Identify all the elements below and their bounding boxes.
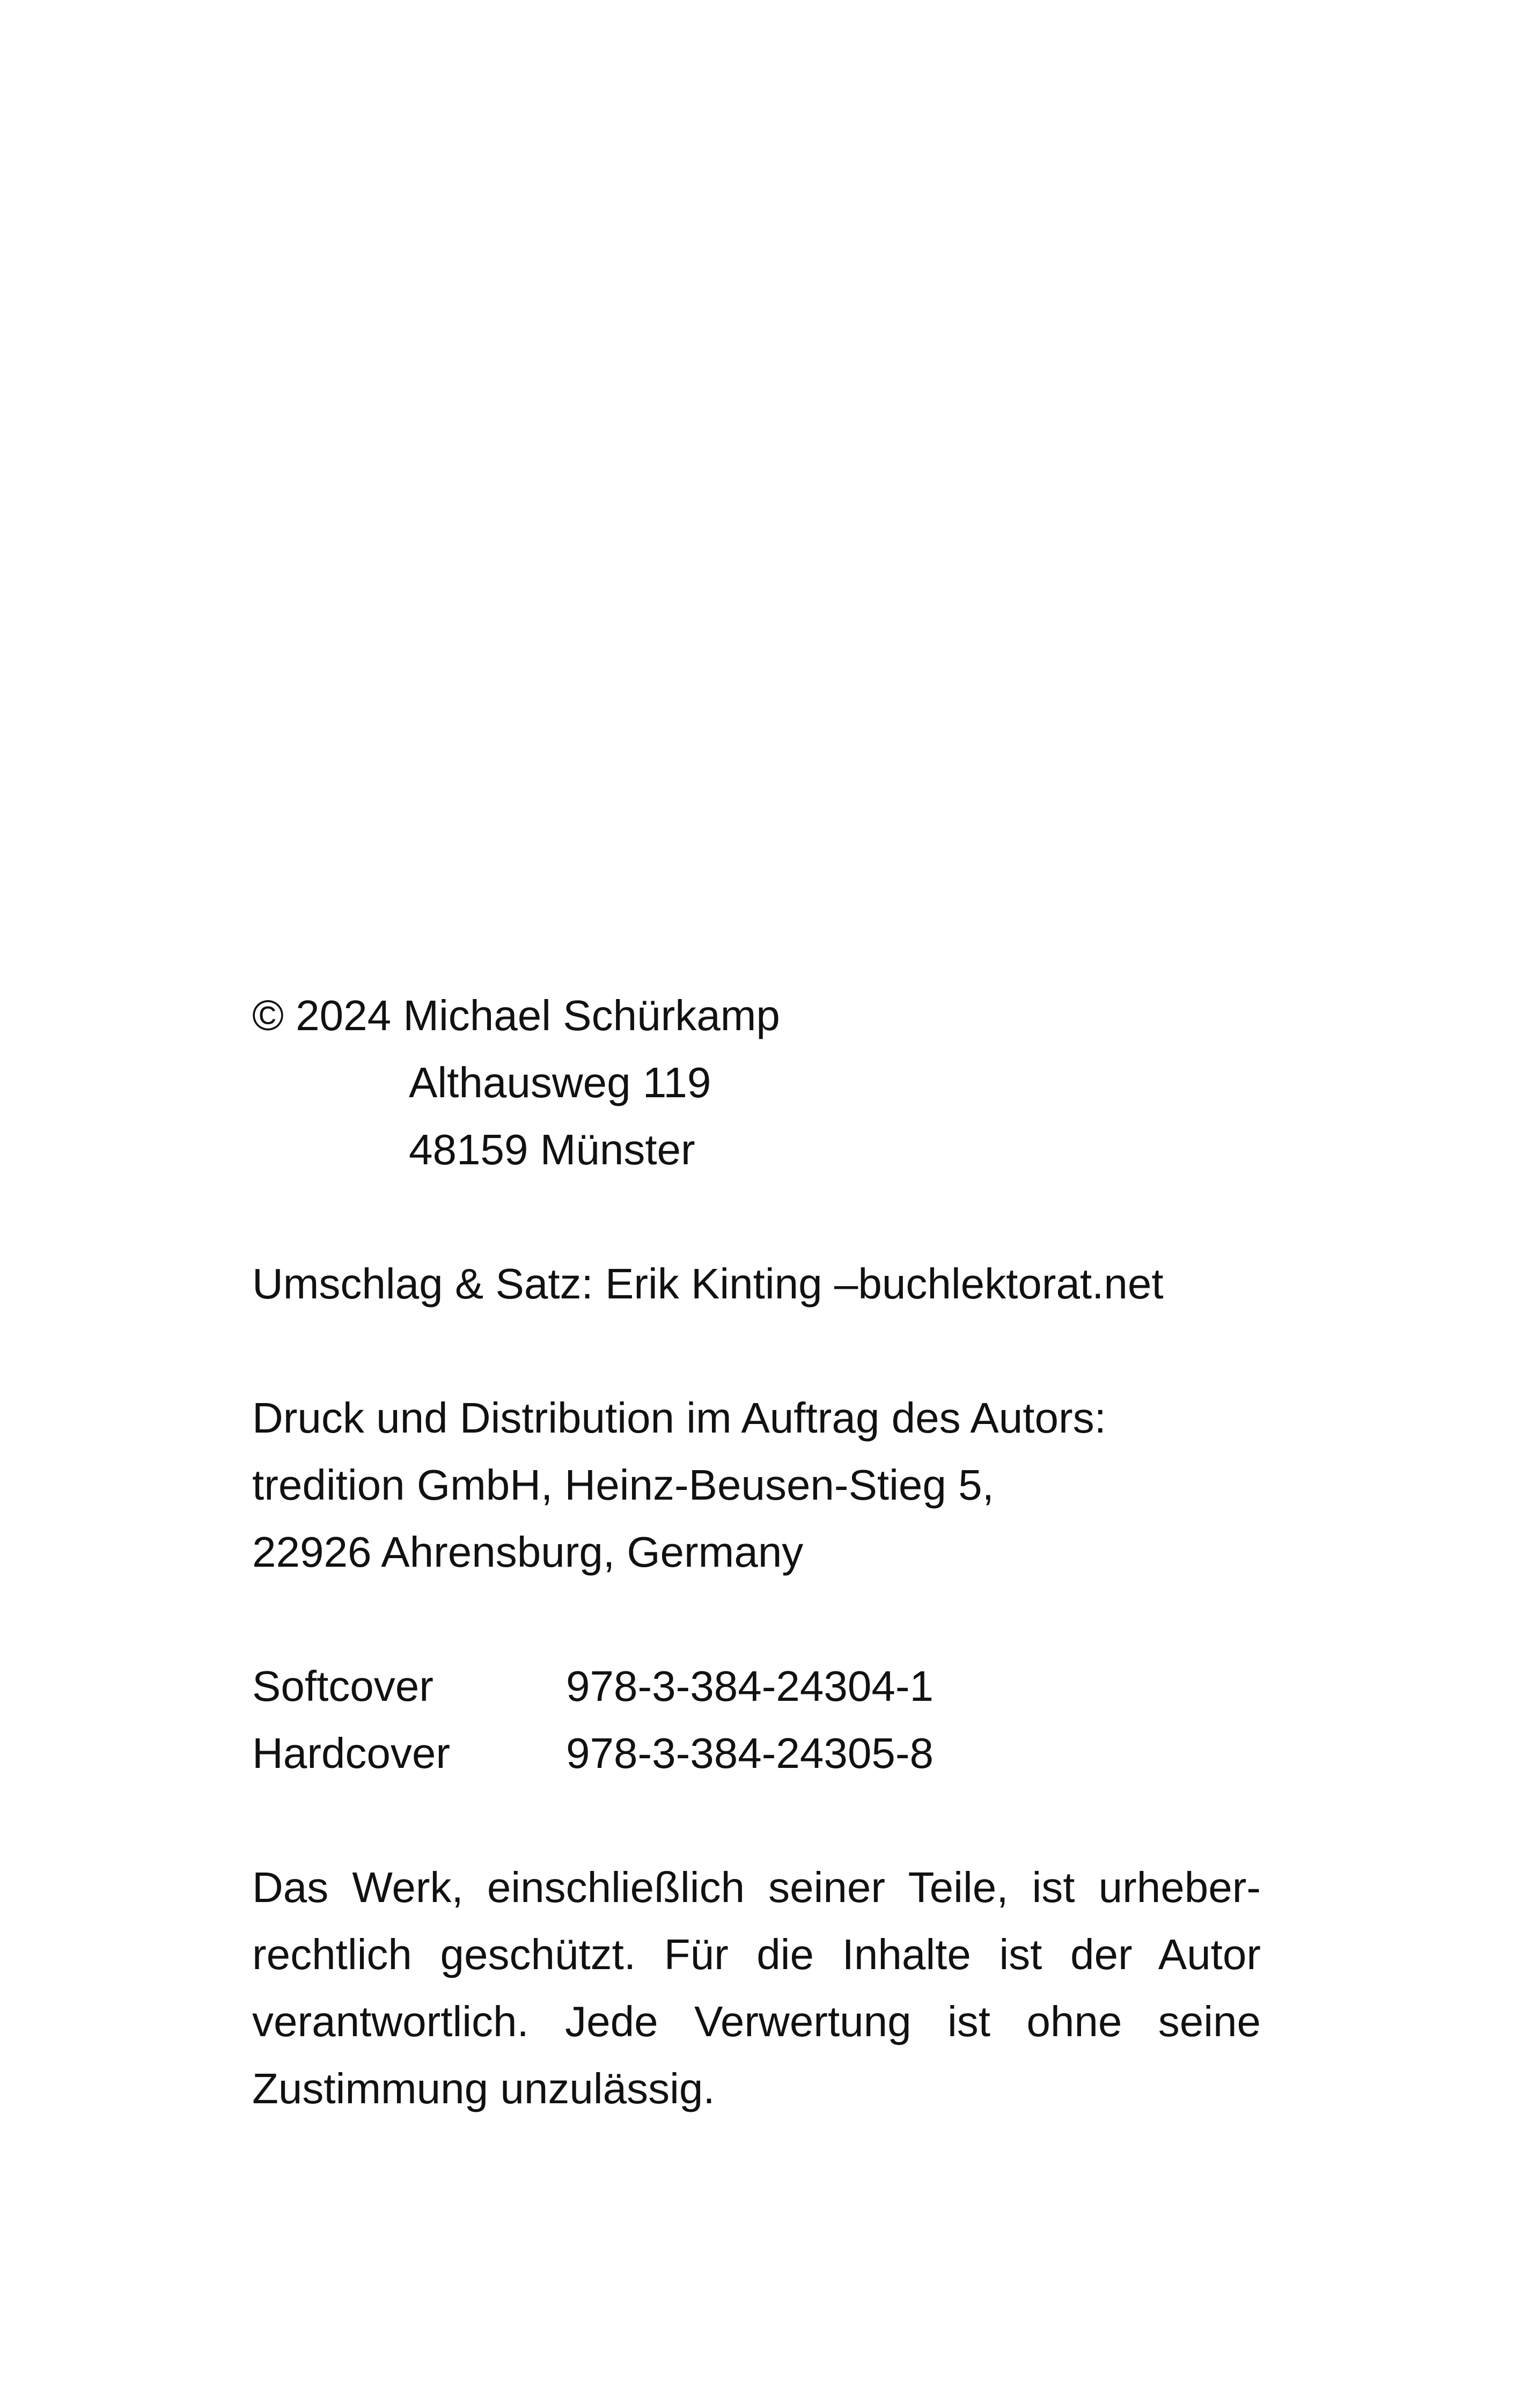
isbn-row-hardcover (252, 1720, 1261, 1787)
printer-line-1: Druck und Distribution im Auftrag des Autors: (252, 1394, 1106, 1442)
isbn-label: Softcover (252, 1662, 433, 1710)
isbn-value: 978-3-384-24304-1 (566, 1662, 934, 1710)
isbn-row-softcover (252, 1653, 1261, 1720)
isbn-label: Hardcover (252, 1729, 451, 1777)
imprint-block (252, 982, 1261, 2122)
spacer (252, 1585, 1261, 1653)
copyright-line: © 2024 Michael Schürkamp (252, 992, 780, 1039)
printer-line-2: tredition GmbH, Heinz-Beusen-Stieg 5, (252, 1461, 994, 1509)
address-city: 48159 Münster (409, 1126, 695, 1173)
cover-credit: Umschlag & Satz: Erik Kinting –buchlektorat.net (252, 1260, 1164, 1308)
spacer (252, 1317, 1261, 1384)
address-street: Althausweg 119 (409, 1059, 711, 1106)
copyright-notice: Das Werk, einschließlich seiner Teile, ist urheberrechtlich geschützt. Für die Inhalte ist der Autor verantwortlich. Jede Verwertung ist ohne seine Zustimmung unzulässig. (252, 1863, 1261, 2112)
spacer (252, 1183, 1261, 1250)
printer-line-3: 22926 Ahrensburg, Germany (252, 1528, 804, 1576)
spacer (252, 1787, 1261, 1854)
isbn-value: 978-3-384-24305-8 (566, 1729, 934, 1777)
